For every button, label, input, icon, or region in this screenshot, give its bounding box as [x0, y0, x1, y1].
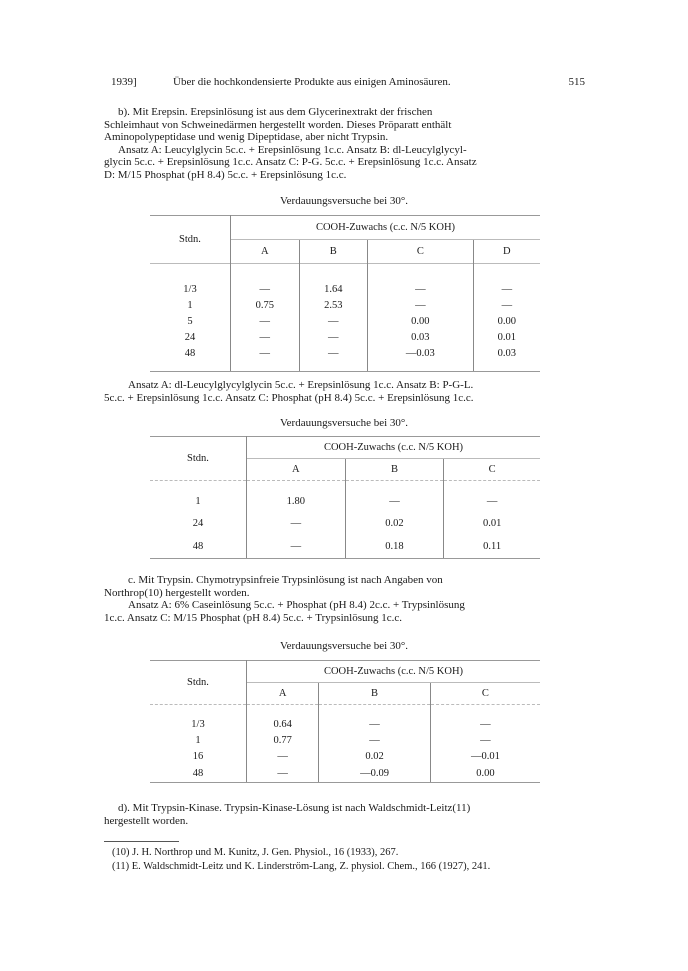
- table-cell: —: [501, 300, 513, 311]
- running-header: [111, 76, 585, 90]
- table-caption: Verdauungsversuche bei 30°.: [279, 417, 409, 429]
- footnote-rule: [104, 841, 179, 842]
- footnote-11: (11) E. Waldschmidt-Leitz und K. Linderström-Lang, Z. physiol. Chem., 166 (1927), 241.: [112, 861, 491, 872]
- table-cell: 1.80: [247, 491, 346, 513]
- table-cell: —: [480, 735, 491, 746]
- column-header: D: [503, 246, 511, 257]
- paragraph-trypsin-kinase: [104, 802, 586, 827]
- table-cell: —0.09: [319, 765, 430, 783]
- table-caption: Verdauungsversuche bei 30°.: [279, 640, 409, 652]
- data-table-3: [150, 660, 540, 783]
- table-cell: —: [247, 513, 346, 535]
- paragraph-erepsin-2: [104, 379, 586, 404]
- text-line: b). Mit Erepsin. Erepsinlösung ist aus dem Glycerinextrakt der frischen: [118, 106, 433, 118]
- table-cell: —: [247, 749, 319, 765]
- table-row: [150, 330, 540, 346]
- table-cell: —: [231, 314, 300, 330]
- table-caption: Verdauungsversuche bei 30°.: [279, 195, 409, 207]
- table-row: [150, 298, 540, 314]
- table-cell: —: [368, 282, 474, 298]
- text-line: glycin 5c.c. + Erepsinlösung 1c.c. Ansatz C: P-G. 5c.c. + Erepsinlösung 1c.c. Ansatz: [104, 156, 477, 168]
- text-line: Schleimhaut von Schweinedärmen hergestellt worden. Dieses Pröparatt enthält: [104, 118, 452, 131]
- row-header: 5: [150, 314, 231, 330]
- column-header: A: [247, 683, 319, 705]
- text-line: hergestellt worden.: [104, 814, 189, 827]
- table-cell: 0.77: [247, 733, 319, 749]
- text-line: Aminopolypeptidase und wenig Dipeptidase, aber nicht Trypsin.: [104, 131, 389, 143]
- text-line: D: M/15 Phosphat (pH 8.4) 5c.c. + Erepsinlösung 1c.c.: [104, 168, 347, 181]
- table-cell: —: [501, 284, 513, 295]
- row-header: 16: [150, 749, 247, 765]
- row-header: 1: [150, 298, 231, 314]
- table-cell: 0.01: [497, 332, 517, 343]
- column-header: C: [368, 240, 474, 264]
- text-line: Northrop(10) hergestellt worden.: [104, 586, 250, 599]
- table-row: [150, 765, 540, 783]
- table-row: [150, 282, 540, 298]
- row-header: 48: [150, 765, 247, 783]
- table-row: [150, 717, 540, 733]
- row-header: 1: [150, 733, 247, 749]
- row-header: 1: [150, 491, 247, 513]
- table-stub-header: Stdn.: [150, 661, 247, 705]
- column-header: A: [231, 240, 300, 264]
- text-line: 5c.c. + Erepsinlösung 1c.c. Ansatz C: Phosphat (pH 8.4) 5c.c. + Erepsinlösung 1c.c.: [104, 391, 474, 404]
- table-cell: 0.02: [345, 513, 444, 535]
- footnotes: [112, 846, 490, 874]
- paragraph-erepsin: [104, 106, 586, 181]
- table-cell: 0.02: [319, 749, 430, 765]
- table-cell: —: [319, 733, 430, 749]
- table-cell: 0.18: [345, 535, 444, 559]
- table-row: [150, 346, 540, 362]
- header-year: 1939]: [111, 76, 137, 88]
- table-cell: 0.64: [247, 717, 319, 733]
- table-row: [150, 314, 540, 330]
- table-cell: 0.11: [444, 535, 540, 559]
- column-header: C: [481, 688, 489, 699]
- table-row: [150, 491, 540, 513]
- table-group-header: COOH-Zuwachs (c.c. N/5 KOH): [247, 661, 541, 683]
- table-cell: 0.00: [497, 316, 517, 327]
- table-row: [150, 513, 540, 535]
- column-header: C: [488, 464, 496, 475]
- footnote-10: (10) J. H. Northrop und M. Kunitz, J. Gen. Physiol., 16 (1933), 267.: [112, 847, 399, 858]
- text-line: d). Mit Trypsin-Kinase. Trypsin-Kinase-Lösung ist nach Waldschmidt-Leitz(11): [118, 802, 471, 814]
- row-header: 1/3: [150, 717, 247, 733]
- table-cell: —: [231, 346, 300, 362]
- table-stub-header: Stdn.: [150, 216, 231, 264]
- column-header: B: [345, 459, 444, 481]
- table-cell: —: [231, 282, 300, 298]
- row-header: 1/3: [150, 282, 231, 298]
- header-title: Über die hochkondensierte Produkte aus einigen Aminosäuren.: [173, 76, 451, 88]
- table-cell: —: [231, 330, 300, 346]
- table-cell: —: [247, 765, 319, 783]
- table-row: [150, 733, 540, 749]
- table-cell: 0.03: [368, 330, 474, 346]
- table-row: [150, 749, 540, 765]
- table-cell: 0.03: [497, 348, 517, 359]
- data-table-2: [150, 436, 540, 559]
- row-header: 48: [150, 346, 231, 362]
- table-cell: —: [299, 346, 368, 362]
- table-row: [150, 535, 540, 559]
- table-cell: 0.00: [368, 314, 474, 330]
- column-header: B: [319, 683, 430, 705]
- table-cell: —: [368, 298, 474, 314]
- table-cell: 1.64: [299, 282, 368, 298]
- table-cell: —0.01: [470, 751, 500, 762]
- table-cell: —: [299, 314, 368, 330]
- text-line: c. Mit Trypsin. Chymotrypsinfreie Trypsinlösung ist nach Angaben von: [128, 574, 443, 586]
- row-header: 24: [150, 513, 247, 535]
- table-cell: 0.75: [231, 298, 300, 314]
- data-table-1: [150, 215, 540, 372]
- column-header: A: [247, 459, 346, 481]
- table-cell: 0.01: [482, 518, 502, 529]
- table-stub-header: Stdn.: [150, 437, 247, 481]
- table-group-header: COOH-Zuwachs (c.c. N/5 KOH): [247, 437, 541, 459]
- row-header: 48: [150, 535, 247, 559]
- text-line: 1c.c. Ansatz C: M/15 Phosphat (pH 8.4) 5c.c. + Trypsinlösung 1c.c.: [104, 611, 402, 624]
- text-line: Ansatz A: dl-Leucylglycylglycin 5c.c. + Erepsinlösung 1c.c. Ansatz B: P-G-L.: [128, 379, 474, 391]
- table-cell: 2.53: [299, 298, 368, 314]
- table-cell: —: [319, 717, 430, 733]
- table-cell: —0.03: [368, 346, 474, 362]
- text-line: Ansatz A: Leucylglycin 5c.c. + Erepsinlösung 1c.c. Ansatz B: dl-Leucylglycyl-: [118, 143, 467, 156]
- table-cell: —: [480, 719, 491, 730]
- header-page-number: 515: [568, 76, 585, 88]
- table-cell: —: [247, 535, 346, 559]
- table-cell: —: [299, 330, 368, 346]
- table-group-header: COOH-Zuwachs (c.c. N/5 KOH): [231, 216, 541, 240]
- column-header: B: [299, 240, 368, 264]
- paragraph-trypsin: [104, 574, 586, 624]
- table-cell: —: [486, 496, 498, 507]
- table-cell: 0.00: [430, 765, 540, 783]
- table-cell: —: [345, 491, 444, 513]
- text-line: Ansatz A: 6% Caseinlösung 5c.c. + Phosphat (pH 8.4) 2c.c. + Trypsinlösung: [128, 599, 465, 611]
- row-header: 24: [150, 330, 231, 346]
